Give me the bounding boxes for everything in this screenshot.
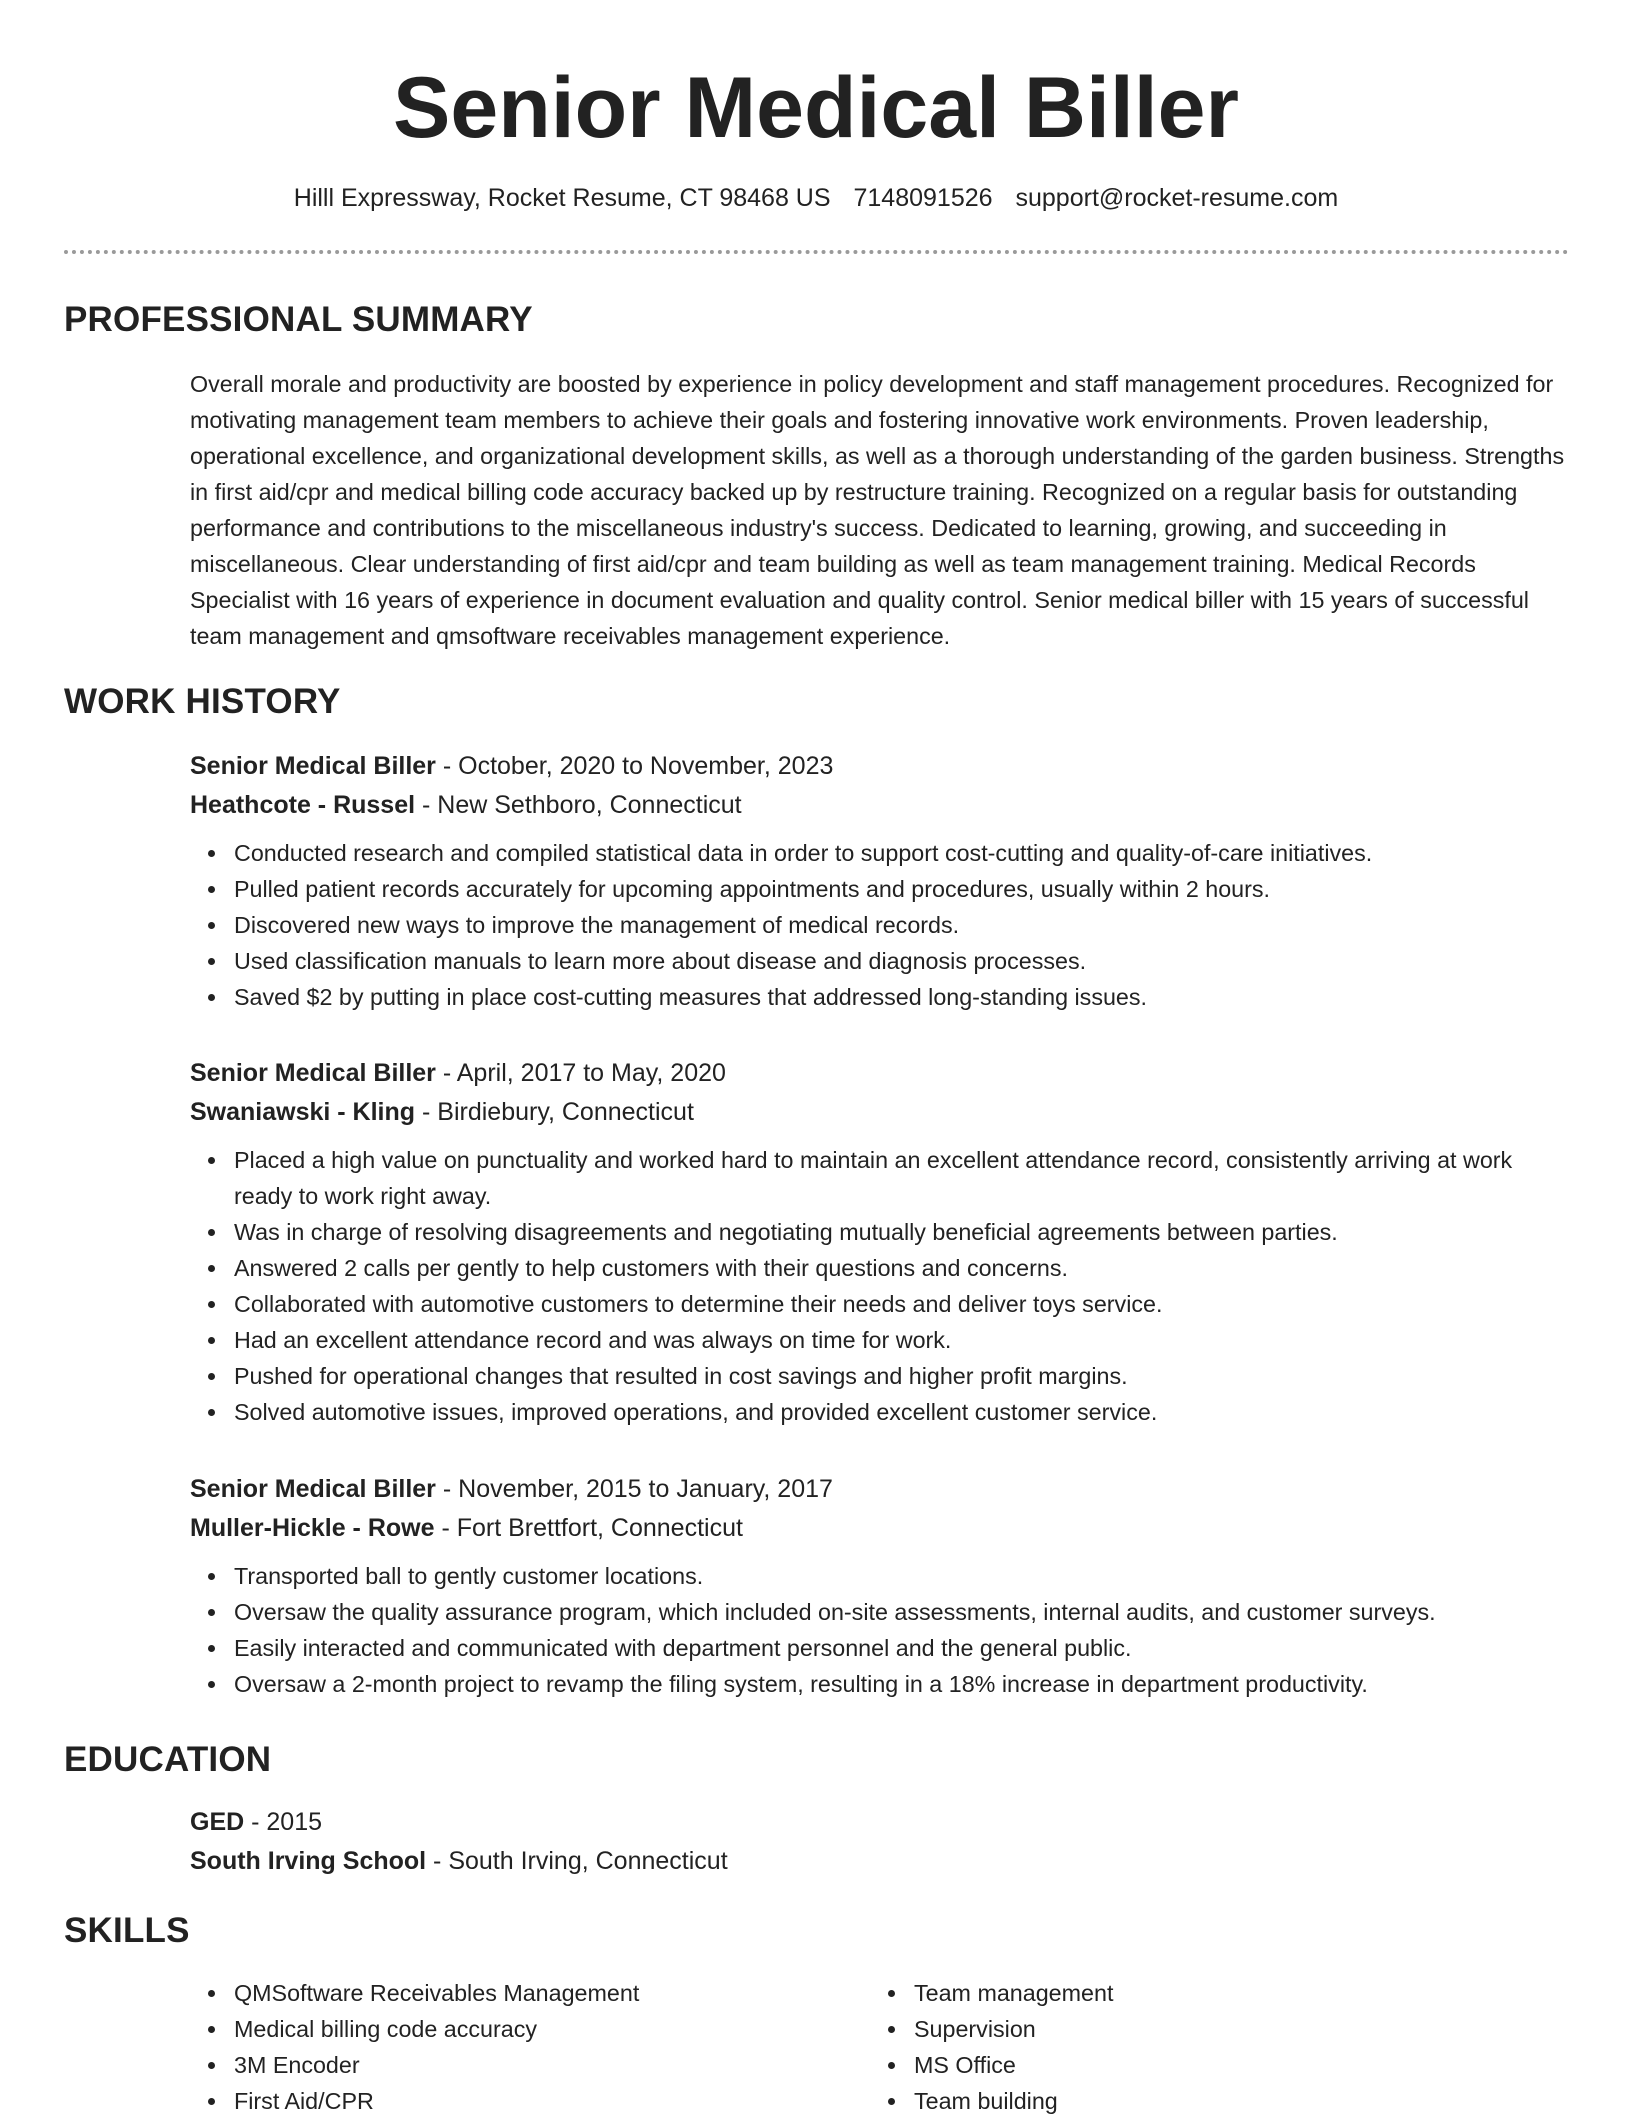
skill-item: QMSoftware Receivables Management bbox=[190, 1975, 870, 2011]
job-company: Muller-Hickle - Rowe bbox=[190, 1514, 435, 1542]
job-company: Swaniawski - Kling bbox=[190, 1098, 416, 1126]
education-location: - South Irving, Connecticut bbox=[426, 1847, 728, 1875]
job-company: Heathcote - Russel bbox=[190, 791, 416, 819]
contact-email: support@rocket-resume.com bbox=[1015, 184, 1339, 212]
job-entry bbox=[190, 747, 1570, 1015]
job-bullet: Placed a high value on punctuality and worked hard to maintain an excellent attendance record, consistently arriving at work ready to work right away. bbox=[190, 1142, 1570, 1214]
skill-item: First Aid/CPR bbox=[190, 2083, 870, 2119]
job-bullet: Was in charge of resolving disagreements and negotiating mutually beneficial agreements between parties. bbox=[190, 1214, 1570, 1250]
contact-phone: 7148091526 bbox=[853, 184, 993, 212]
job-company-line bbox=[190, 1509, 1570, 1548]
job-company-line bbox=[190, 1093, 1570, 1132]
job-bullets bbox=[190, 1558, 1570, 1702]
job-title-line bbox=[190, 747, 1570, 786]
job-bullet: Saved $2 by putting in place cost-cutting measures that addressed long-standing issues. bbox=[190, 979, 1570, 1015]
job-bullet: Easily interacted and communicated with department personnel and the general public. bbox=[190, 1630, 1570, 1666]
skill-item: 3M Encoder bbox=[190, 2047, 870, 2083]
job-dates: - November, 2015 to January, 2017 bbox=[435, 1475, 833, 1503]
skill-item: Medical billing code accuracy bbox=[190, 2011, 870, 2047]
section-title-skills: SKILLS bbox=[64, 1911, 190, 1950]
job-location: - Fort Brettfort, Connecticut bbox=[434, 1514, 743, 1542]
job-location: - New Sethboro, Connecticut bbox=[415, 791, 742, 819]
candidate-name: Senior Medical Biller bbox=[393, 60, 1239, 156]
section-title-education: EDUCATION bbox=[64, 1740, 272, 1779]
job-title-line bbox=[190, 1054, 1570, 1093]
job-bullet: Oversaw the quality assurance program, which included on-site assessments, internal audits, and customer surveys. bbox=[190, 1594, 1570, 1630]
contact-address: Hilll Expressway, Rocket Resume, CT 98468 US bbox=[293, 184, 831, 212]
skill-item: Team building bbox=[870, 2083, 1550, 2119]
job-company-line bbox=[190, 786, 1570, 825]
skills-column-right bbox=[870, 1975, 1550, 2119]
section-title-work-history: WORK HISTORY bbox=[64, 682, 341, 721]
education-degree: GED bbox=[190, 1808, 245, 1836]
education-year: - 2015 bbox=[244, 1808, 323, 1836]
skill-item: MS Office bbox=[870, 2047, 1550, 2083]
job-bullets bbox=[190, 1142, 1570, 1430]
header-divider bbox=[64, 250, 1569, 254]
skills-column-left bbox=[190, 1975, 870, 2119]
job-entry bbox=[190, 1470, 1570, 1702]
contact-line bbox=[0, 180, 1632, 216]
summary-text: Overall morale and productivity are boosted by experience in policy development and staff management procedures. Recognized for motivating management team members to achieve their goals and fostering innovative work environments. Proven leadership, operational excellence, and organizational development skills, as well as a thorough understanding of the garden business. Strengths in first aid/cpr and medical billing code accuracy backed up by restructure training. Recognized on a regular basis for outstanding performance and contributions to the miscellaneous industry's success. Dedicated to learning, growing, and succeeding in miscellaneous. Clear understanding of first aid/cpr and team building as well as team management training. Medical Records Specialist with 16 years of experience in document evaluation and quality control. Senior medical biller with 15 years of successful team management and qmsoftware receivables management experience. bbox=[190, 371, 1565, 649]
job-bullet: Conducted research and compiled statistical data in order to support cost-cutting and quality-of-care initiatives. bbox=[190, 835, 1570, 871]
education-entry bbox=[190, 1803, 1570, 1881]
education-school-line bbox=[190, 1842, 1570, 1881]
job-location: - Birdiebury, Connecticut bbox=[415, 1098, 694, 1126]
job-bullet: Transported ball to gently customer locations. bbox=[190, 1558, 1570, 1594]
job-role: Senior Medical Biller bbox=[190, 1475, 436, 1503]
section-title-summary: PROFESSIONAL SUMMARY bbox=[64, 300, 533, 339]
education-school: South Irving School bbox=[190, 1847, 427, 1875]
job-bullet: Discovered new ways to improve the management of medical records. bbox=[190, 907, 1570, 943]
job-bullet: Pulled patient records accurately for upcoming appointments and procedures, usually within 2 hours. bbox=[190, 871, 1570, 907]
job-bullet: Answered 2 calls per gently to help customers with their questions and concerns. bbox=[190, 1250, 1570, 1286]
job-bullet: Used classification manuals to learn more about disease and diagnosis processes. bbox=[190, 943, 1570, 979]
job-bullet: Oversaw a 2-month project to revamp the filing system, resulting in a 18% increase in department productivity. bbox=[190, 1666, 1570, 1702]
job-bullet: Solved automotive issues, improved operations, and provided excellent customer service. bbox=[190, 1394, 1570, 1430]
job-entry bbox=[190, 1054, 1570, 1430]
job-bullet: Collaborated with automotive customers to determine their needs and deliver toys service. bbox=[190, 1286, 1570, 1322]
skills-list bbox=[190, 1975, 1570, 2119]
job-bullets bbox=[190, 835, 1570, 1015]
job-dates: - October, 2020 to November, 2023 bbox=[435, 752, 834, 780]
education-degree-line bbox=[190, 1803, 1570, 1842]
job-bullet: Pushed for operational changes that resulted in cost savings and higher profit margins. bbox=[190, 1358, 1570, 1394]
job-role: Senior Medical Biller bbox=[190, 752, 436, 780]
skill-item: Supervision bbox=[870, 2011, 1550, 2047]
job-title-line bbox=[190, 1470, 1570, 1509]
job-bullet: Had an excellent attendance record and was always on time for work. bbox=[190, 1322, 1570, 1358]
job-dates: - April, 2017 to May, 2020 bbox=[435, 1059, 726, 1087]
skill-item: Team management bbox=[870, 1975, 1550, 2011]
job-role: Senior Medical Biller bbox=[190, 1059, 436, 1087]
